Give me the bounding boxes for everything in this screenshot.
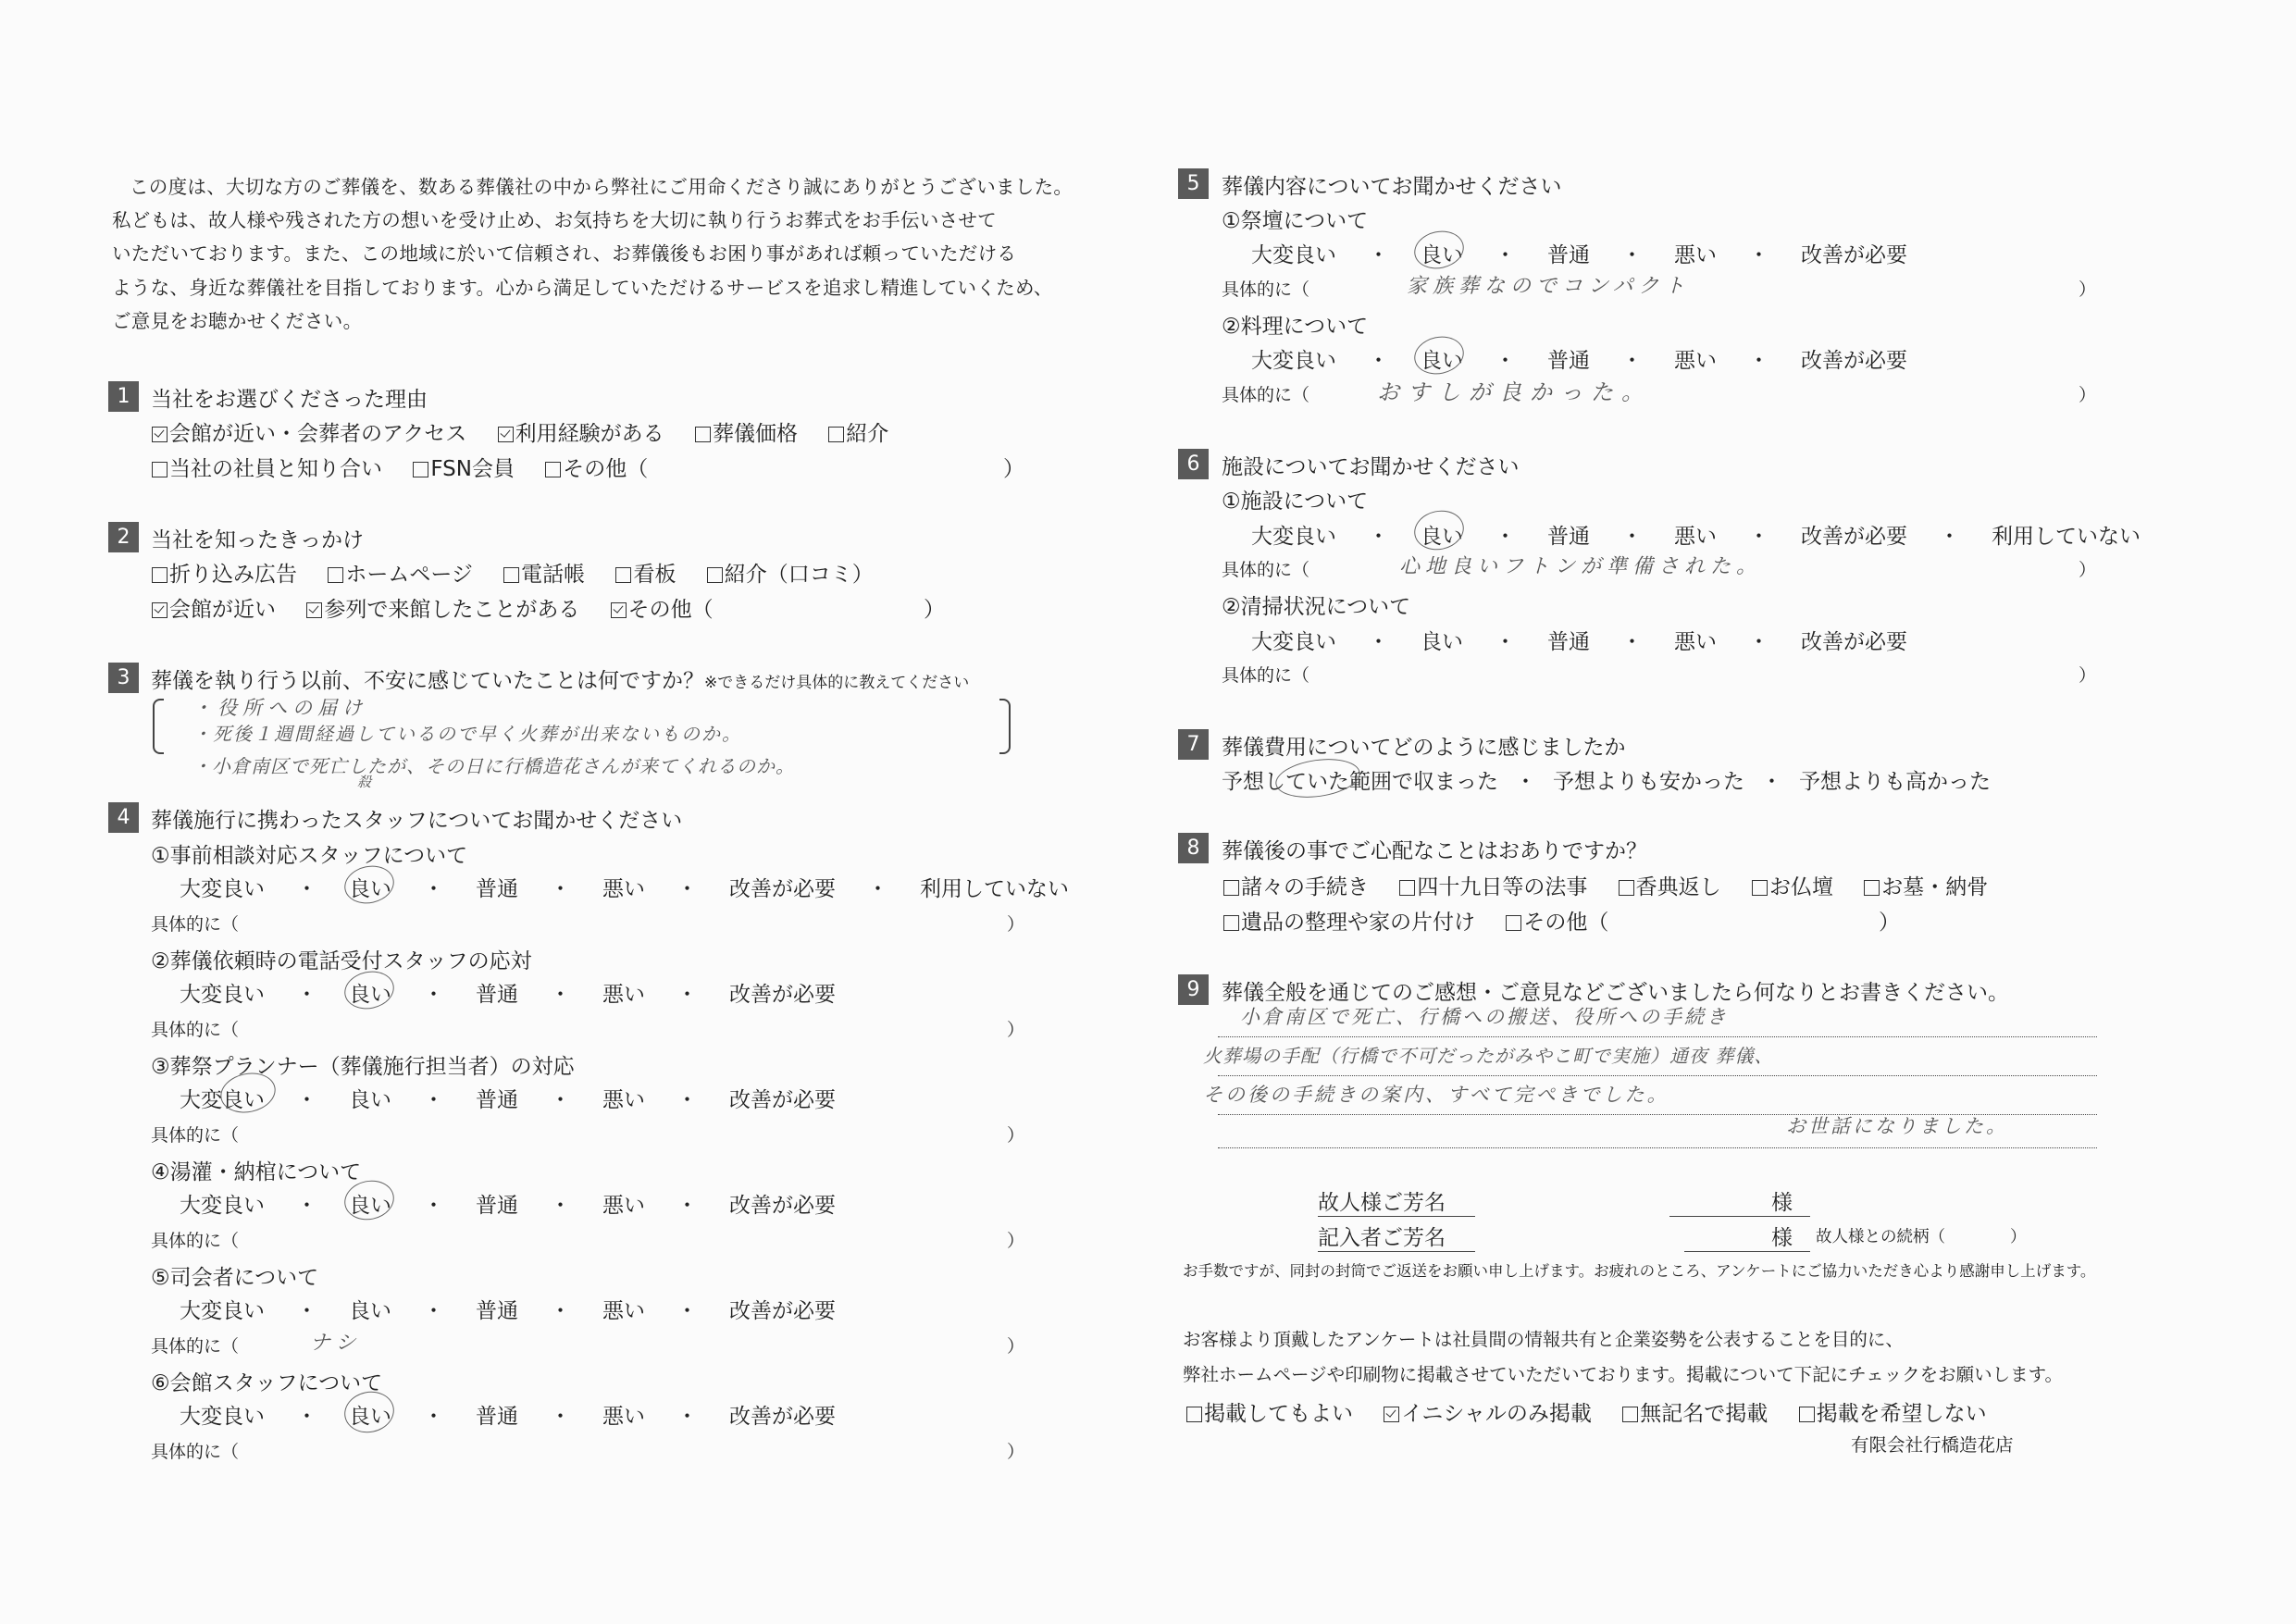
separator: ・ bbox=[676, 983, 698, 1007]
concrete-label: 具体的に（ bbox=[151, 1336, 240, 1357]
separator: ・ bbox=[1621, 243, 1643, 267]
checkbox-icon[interactable] bbox=[152, 427, 168, 442]
separator: ・ bbox=[550, 1194, 571, 1218]
rating-option[interactable]: 改善が必要 bbox=[729, 1299, 836, 1323]
checkbox-option[interactable]: その他（ bbox=[611, 598, 714, 622]
rating-option[interactable]: 改善が必要 bbox=[729, 983, 836, 1007]
checkbox-option[interactable]: 四十九日等の法事 bbox=[1399, 875, 1587, 899]
option-row bbox=[152, 416, 912, 447]
rating-option[interactable]: 改善が必要 bbox=[1801, 243, 1907, 267]
concrete-label: 具体的に（ bbox=[151, 1020, 240, 1040]
cost-option[interactable]: 予想よりも高かった bbox=[1799, 770, 1991, 794]
separator: ・ bbox=[676, 1405, 698, 1429]
intro-line: 私どもは、故人様や残された方の想いを受け止め、お気持ちを大切に執り行うお葬式をお手伝いさせて bbox=[112, 209, 997, 231]
publication-options bbox=[1186, 1396, 2011, 1427]
question-number: 4 bbox=[108, 802, 139, 833]
concrete-label: 具体的に（ bbox=[1222, 560, 1310, 580]
rating-option[interactable]: 大変良い bbox=[180, 1299, 265, 1323]
checkbox-option[interactable]: 紹介（口コミ） bbox=[707, 563, 874, 587]
close-paren: ） bbox=[1007, 1231, 1025, 1251]
rating-option[interactable]: 改善が必要 bbox=[729, 1194, 836, 1218]
rating-option[interactable]: 悪い bbox=[602, 1088, 645, 1112]
checkbox-icon[interactable] bbox=[1622, 1407, 1638, 1422]
rating-option[interactable]: 大変良い bbox=[180, 983, 265, 1007]
handwritten-mark: 殺 bbox=[357, 774, 378, 790]
rating-option[interactable]: 良い bbox=[349, 1088, 391, 1112]
question-title: 葬儀全般を通じてのご感想・ご意見などございましたら何なりとお書きください。 bbox=[1222, 981, 2009, 1005]
question-title: 葬儀施行に携わったスタッフについてお聞かせください bbox=[151, 809, 683, 833]
rating-option[interactable]: 普通 bbox=[1547, 243, 1590, 267]
sub-question: ④湯灌・納棺について bbox=[151, 1160, 362, 1184]
checkbox-option[interactable]: ホームページ bbox=[328, 563, 473, 587]
separator: ・ bbox=[1748, 349, 1769, 373]
intro-line: この度は、大切な方のご葬儀を、数ある葬儀社の中から弊社にご用命くださり誠にありがとうございました。 bbox=[130, 176, 1074, 198]
separator: ・ bbox=[1368, 525, 1389, 549]
sub-question: ③葬祭プランナー（葬儀施行担当者）の対応 bbox=[151, 1055, 575, 1079]
sama-label: 様 bbox=[1771, 1191, 1793, 1215]
separator: ・ bbox=[1515, 770, 1536, 794]
separator: ・ bbox=[676, 1194, 698, 1218]
checkbox-option[interactable]: 利用経験がある bbox=[498, 422, 664, 446]
right-bracket bbox=[999, 699, 1011, 754]
question-title: 施設についてお聞かせください bbox=[1222, 455, 1520, 479]
rating-row bbox=[1251, 625, 1907, 655]
checkbox-icon[interactable] bbox=[611, 602, 627, 618]
checkbox-icon[interactable] bbox=[1619, 880, 1634, 896]
name-underline bbox=[1318, 1216, 1475, 1217]
checkbox-icon[interactable] bbox=[413, 462, 428, 477]
rating-option[interactable]: 改善が必要 bbox=[729, 877, 836, 901]
question-number: 1 bbox=[108, 381, 139, 412]
question-number: 6 bbox=[1178, 449, 1209, 479]
rating-row bbox=[180, 872, 1069, 902]
rating-option[interactable]: 普通 bbox=[476, 1405, 518, 1429]
separator: ・ bbox=[867, 877, 888, 901]
rating-option[interactable]: 悪い bbox=[1674, 630, 1717, 654]
cost-option[interactable]: 予想していた範囲で収まった bbox=[1222, 770, 1498, 794]
separator: ・ bbox=[423, 1088, 444, 1112]
separator: ・ bbox=[550, 1405, 571, 1429]
sub-question: ①施設について bbox=[1222, 490, 1369, 514]
sama-label: 様 bbox=[1771, 1226, 1793, 1250]
policy-text: 弊社ホームページや印刷物に掲載させていただいております。掲載について下記にチェックをお願いします。 bbox=[1183, 1364, 2064, 1385]
question-title: 葬儀を執り行う以前、不安に感じていたことは何ですか？※できるだけ具体的に教えてください bbox=[151, 669, 970, 693]
checkbox-option[interactable]: 会館が近い・会葬者のアクセス bbox=[152, 422, 466, 446]
deceased-name-label: 故人様ご芳名 bbox=[1318, 1191, 1446, 1215]
separator: ・ bbox=[423, 983, 444, 1007]
rating-option[interactable]: 利用していない bbox=[1992, 525, 2141, 549]
rating-option[interactable]: 改善が必要 bbox=[729, 1088, 836, 1112]
close-paren: ） bbox=[924, 598, 945, 622]
separator: ・ bbox=[550, 1088, 571, 1112]
rating-option[interactable]: 普通 bbox=[1547, 630, 1590, 654]
concrete-label: 具体的に（ bbox=[151, 914, 240, 935]
sub-question: ②葬儀依頼時の電話受付スタッフの応対 bbox=[151, 949, 532, 973]
answer-circle bbox=[1273, 754, 1363, 802]
answer-line bbox=[1218, 1147, 2097, 1148]
checkbox-icon[interactable] bbox=[152, 567, 168, 583]
close-paren: ） bbox=[1007, 1442, 1025, 1462]
close-paren: ） bbox=[1007, 1020, 1025, 1040]
separator: ・ bbox=[1495, 525, 1516, 549]
rating-option[interactable]: 大変良い bbox=[180, 1088, 265, 1112]
rating-option[interactable]: 悪い bbox=[602, 1405, 645, 1429]
sub-question: ⑤司会者について bbox=[151, 1266, 319, 1290]
checkbox-icon[interactable] bbox=[328, 567, 343, 583]
close-paren: ） bbox=[1007, 1336, 1025, 1357]
separator: ・ bbox=[1748, 243, 1769, 267]
rating-row bbox=[180, 977, 836, 1008]
separator: ・ bbox=[550, 983, 571, 1007]
rating-option[interactable]: 大変良い bbox=[1251, 349, 1336, 373]
question-number: 2 bbox=[108, 522, 139, 552]
checkbox-option[interactable]: 香典返し bbox=[1619, 875, 1721, 899]
option-row bbox=[152, 592, 738, 623]
handwritten-answer: ・小倉南区で死亡したが、その日に行橋造花さんが来てくれるのか。 bbox=[192, 755, 795, 777]
close-paren: ） bbox=[2010, 1228, 2027, 1246]
intro-line: いただいております。また、この地域に於いて信頼され、お葬儀後もお困り事があれば頼っていただける bbox=[112, 242, 1017, 265]
rating-option[interactable]: 改善が必要 bbox=[729, 1405, 836, 1429]
rating-option[interactable]: 普通 bbox=[476, 983, 518, 1007]
answer-line bbox=[1218, 1075, 2097, 1076]
separator: ・ bbox=[1368, 630, 1389, 654]
rating-option[interactable]: 利用していない bbox=[920, 877, 1069, 901]
checkbox-option[interactable]: 掲載してもよい bbox=[1186, 1402, 1353, 1426]
checkbox-icon[interactable] bbox=[1223, 880, 1239, 896]
checkbox-option[interactable]: 当社の社員と知り合い bbox=[152, 457, 382, 481]
handwritten-answer: ナシ bbox=[310, 1332, 362, 1355]
rating-option[interactable]: 良い bbox=[1421, 630, 1463, 654]
separator: ・ bbox=[676, 877, 698, 901]
question-title: 葬儀内容についてお聞かせください bbox=[1222, 175, 1562, 199]
question-number: 5 bbox=[1178, 168, 1209, 199]
separator: ・ bbox=[1748, 525, 1769, 549]
question-note: ※できるだけ具体的に教えてください bbox=[704, 674, 970, 692]
rating-option[interactable]: 良い bbox=[1421, 525, 1463, 549]
company-name: 有限会社行橋造花店 bbox=[1851, 1434, 2014, 1456]
separator: ・ bbox=[1368, 243, 1389, 267]
checkbox-option[interactable]: 紹介 bbox=[828, 422, 888, 446]
concrete-label: 具体的に（ bbox=[1222, 665, 1310, 686]
close-paren: ） bbox=[1879, 911, 1900, 935]
concrete-label: 具体的に（ bbox=[151, 1125, 240, 1146]
rating-row bbox=[180, 1188, 836, 1219]
checkbox-icon[interactable] bbox=[1752, 880, 1768, 896]
separator: ・ bbox=[296, 1194, 317, 1218]
checkbox-option[interactable]: 無記名で掲載 bbox=[1622, 1402, 1768, 1426]
separator: ・ bbox=[296, 1088, 317, 1112]
checkbox-option[interactable]: 電話帳 bbox=[503, 563, 585, 587]
option-row bbox=[1223, 870, 2012, 900]
handwritten-answer: ・役所への届け bbox=[192, 697, 367, 719]
answer-line bbox=[1218, 1114, 2097, 1115]
option-row bbox=[152, 452, 672, 482]
handwritten-answer: その後の手続きの案内、すべて完ぺきでした。 bbox=[1203, 1084, 1669, 1106]
close-paren: ） bbox=[1007, 1125, 1025, 1146]
close-paren: ） bbox=[2079, 385, 2097, 405]
separator: ・ bbox=[1621, 525, 1643, 549]
separator: ・ bbox=[296, 1299, 317, 1323]
close-paren: ） bbox=[1003, 457, 1024, 481]
sub-question: ②清掃状況について bbox=[1222, 595, 1411, 619]
checkbox-icon[interactable] bbox=[615, 567, 631, 583]
rating-option[interactable]: 良い bbox=[1421, 243, 1463, 267]
rating-row bbox=[1251, 343, 1907, 374]
separator: ・ bbox=[550, 877, 571, 901]
checkbox-option[interactable]: FSN会員 bbox=[413, 457, 515, 481]
handwritten-answer: 心地良いフトンが準備された。 bbox=[1399, 555, 1763, 578]
close-paren: ） bbox=[2079, 665, 2097, 686]
checkbox-icon[interactable] bbox=[1223, 915, 1239, 931]
rating-option[interactable]: 普通 bbox=[476, 877, 518, 901]
rating-option[interactable]: 悪い bbox=[1674, 349, 1717, 373]
cost-option[interactable]: 予想よりも安かった bbox=[1553, 770, 1744, 794]
checkbox-icon[interactable] bbox=[1864, 880, 1880, 896]
checkbox-option[interactable]: お仏壇 bbox=[1752, 875, 1833, 899]
checkbox-icon[interactable] bbox=[1799, 1407, 1815, 1422]
separator: ・ bbox=[423, 877, 444, 901]
close-paren: ） bbox=[1007, 914, 1025, 935]
checkbox-option[interactable]: 葬儀価格 bbox=[695, 422, 798, 446]
rating-row bbox=[1251, 238, 1907, 268]
separator: ・ bbox=[296, 877, 317, 901]
rating-option[interactable]: 普通 bbox=[476, 1299, 518, 1323]
separator: ・ bbox=[1939, 525, 1960, 549]
rating-option[interactable]: 大変良い bbox=[1251, 525, 1336, 549]
rating-option[interactable]: 普通 bbox=[1547, 349, 1590, 373]
rating-option[interactable]: 良い bbox=[349, 983, 391, 1007]
checkbox-icon[interactable] bbox=[1186, 1407, 1202, 1422]
rating-option[interactable]: 悪い bbox=[602, 877, 645, 901]
rating-option[interactable]: 大変良い bbox=[1251, 243, 1336, 267]
question-title: 当社をお選びくださった理由 bbox=[151, 388, 428, 412]
checkbox-option[interactable]: その他（ bbox=[545, 457, 648, 481]
rating-option[interactable]: 大変良い bbox=[1251, 630, 1336, 654]
question-number: 3 bbox=[108, 663, 139, 693]
left-bracket bbox=[153, 699, 164, 754]
rating-option[interactable]: 改善が必要 bbox=[1801, 630, 1907, 654]
rating-option[interactable]: 普通 bbox=[476, 1088, 518, 1112]
rating-option[interactable]: 悪い bbox=[602, 983, 645, 1007]
rating-option[interactable]: 悪い bbox=[1674, 525, 1717, 549]
separator: ・ bbox=[1761, 770, 1782, 794]
relation-label: 故人様との続柄（ bbox=[1816, 1228, 1945, 1246]
checkbox-option[interactable]: 会館が近い bbox=[152, 598, 276, 622]
close-paren: ） bbox=[2079, 560, 2097, 580]
checkbox-option[interactable]: 看板 bbox=[615, 563, 676, 587]
rating-row bbox=[180, 1399, 836, 1430]
handwritten-answer: 家族葬なのでコンパクト bbox=[1407, 275, 1691, 298]
question-title: 葬儀後の事でご心配なことはおありですか？ bbox=[1222, 839, 1647, 863]
checkbox-option[interactable]: イニシャルのみ掲載 bbox=[1384, 1402, 1592, 1426]
thanks-note: お手数ですが、同封の封筒でご返送をお願い申し上げます。お疲れのところ、アンケートにご協力いただき心より感謝申し上げます。 bbox=[1183, 1262, 2096, 1280]
rating-option[interactable]: 良い bbox=[349, 1194, 391, 1218]
handwritten-answer: お世話になりました。 bbox=[1786, 1115, 2008, 1137]
sub-question: ②料理について bbox=[1222, 315, 1369, 339]
rating-option[interactable]: 良い bbox=[1421, 349, 1463, 373]
separator: ・ bbox=[423, 1194, 444, 1218]
rating-row bbox=[180, 1294, 836, 1324]
policy-text: お客様より頂戴したアンケートは社員間の情報共有と企業姿勢を公表することを目的に、 bbox=[1183, 1329, 1904, 1350]
rating-option[interactable]: 大変良い bbox=[180, 1405, 265, 1429]
question-title: 葬儀費用についてどのように感じましたか bbox=[1222, 736, 1626, 760]
writer-name-label: 記入者ご芳名 bbox=[1318, 1226, 1446, 1250]
checkbox-icon[interactable] bbox=[1384, 1407, 1399, 1422]
name-field-line[interactable] bbox=[1669, 1216, 1810, 1217]
question-number: 8 bbox=[1178, 833, 1209, 863]
checkbox-icon[interactable] bbox=[695, 427, 711, 442]
separator: ・ bbox=[296, 983, 317, 1007]
rating-option[interactable]: 普通 bbox=[476, 1194, 518, 1218]
separator: ・ bbox=[676, 1299, 698, 1323]
concrete-label: 具体的に（ bbox=[151, 1231, 240, 1251]
rating-option[interactable]: 普通 bbox=[1547, 525, 1590, 549]
separator: ・ bbox=[1495, 630, 1516, 654]
separator: ・ bbox=[423, 1299, 444, 1323]
checkbox-option[interactable]: 遺品の整理や家の片付け bbox=[1223, 911, 1475, 935]
checkbox-icon[interactable] bbox=[152, 462, 168, 477]
handwritten-answer: ・死後１週間経過しているので早く火葬が出来ないものか。 bbox=[192, 723, 742, 745]
concrete-label: 具体的に（ bbox=[1222, 279, 1310, 300]
intro-line: ような、身近な葬儀社を目指しております。心から満足していただけるサービスを追求し精進していくため、 bbox=[112, 277, 1053, 299]
concrete-label: 具体的に（ bbox=[1222, 385, 1310, 405]
separator: ・ bbox=[1621, 630, 1643, 654]
separator: ・ bbox=[423, 1405, 444, 1429]
rating-option[interactable]: 良い bbox=[349, 877, 391, 901]
checkbox-icon[interactable] bbox=[1506, 915, 1521, 931]
question-number: 9 bbox=[1178, 974, 1209, 1005]
rating-option[interactable]: 悪い bbox=[1674, 243, 1717, 267]
intro-line: ご意見をお聴かせください。 bbox=[112, 310, 363, 332]
rating-row bbox=[1251, 519, 2141, 550]
separator: ・ bbox=[1495, 243, 1516, 267]
separator: ・ bbox=[676, 1088, 698, 1112]
handwritten-answer: 小倉南区で死亡、行橋への搬送、役所への手続き bbox=[1240, 1006, 1729, 1028]
checkbox-icon[interactable] bbox=[1399, 880, 1415, 896]
rating-row bbox=[180, 1083, 836, 1113]
rating-option[interactable]: 良い bbox=[349, 1299, 391, 1323]
rating-option[interactable]: 悪い bbox=[602, 1194, 645, 1218]
sub-question: ①事前相談対応スタッフについて bbox=[151, 844, 468, 868]
checkbox-icon[interactable] bbox=[498, 427, 514, 442]
checkbox-option[interactable]: 諸々の手続き bbox=[1223, 875, 1369, 899]
rating-option[interactable]: 大変良い bbox=[180, 877, 265, 901]
separator: ・ bbox=[550, 1299, 571, 1323]
option-row bbox=[1223, 905, 1632, 936]
sub-question: ⑥会館スタッフについて bbox=[151, 1371, 383, 1395]
checkbox-icon[interactable] bbox=[152, 602, 168, 618]
rating-option[interactable]: 悪い bbox=[602, 1299, 645, 1323]
checkbox-option[interactable]: お墓・納骨 bbox=[1864, 875, 1988, 899]
separator: ・ bbox=[1748, 630, 1769, 654]
checkbox-icon[interactable] bbox=[828, 427, 844, 442]
concrete-label: 具体的に（ bbox=[151, 1442, 240, 1462]
option-row bbox=[152, 557, 898, 588]
checkbox-option[interactable]: 参列で来館したことがある bbox=[306, 598, 579, 622]
rating-option[interactable]: 改善が必要 bbox=[1801, 525, 1907, 549]
answer-line bbox=[1218, 1036, 2097, 1037]
rating-option[interactable]: 改善が必要 bbox=[1801, 349, 1907, 373]
name-field-line[interactable] bbox=[1684, 1251, 1810, 1252]
separator: ・ bbox=[296, 1405, 317, 1429]
question-number: 7 bbox=[1178, 729, 1209, 760]
rating-option[interactable]: 大変良い bbox=[180, 1194, 265, 1218]
name-underline bbox=[1318, 1251, 1475, 1252]
separator: ・ bbox=[1621, 349, 1643, 373]
checkbox-icon[interactable] bbox=[707, 567, 723, 583]
question-title: 当社を知ったきっかけ bbox=[151, 528, 364, 552]
checkbox-icon[interactable] bbox=[545, 462, 561, 477]
rating-option[interactable]: 良い bbox=[349, 1405, 391, 1429]
checkbox-icon[interactable] bbox=[503, 567, 519, 583]
checkbox-option[interactable]: 折り込み広告 bbox=[152, 563, 297, 587]
checkbox-option[interactable]: その他（ bbox=[1506, 911, 1608, 935]
checkbox-icon[interactable] bbox=[306, 602, 322, 618]
sub-question: ①祭壇について bbox=[1222, 209, 1369, 233]
checkbox-option[interactable]: 掲載を希望しない bbox=[1799, 1402, 1987, 1426]
close-paren: ） bbox=[2079, 279, 2097, 300]
separator: ・ bbox=[1368, 349, 1389, 373]
handwritten-answer: おすしが良かった。 bbox=[1377, 379, 1652, 405]
separator: ・ bbox=[1495, 349, 1516, 373]
handwritten-answer: 火葬場の手配（行橋で不可だったがみやこ町で実施）通夜 葬儀、 bbox=[1203, 1045, 1774, 1067]
